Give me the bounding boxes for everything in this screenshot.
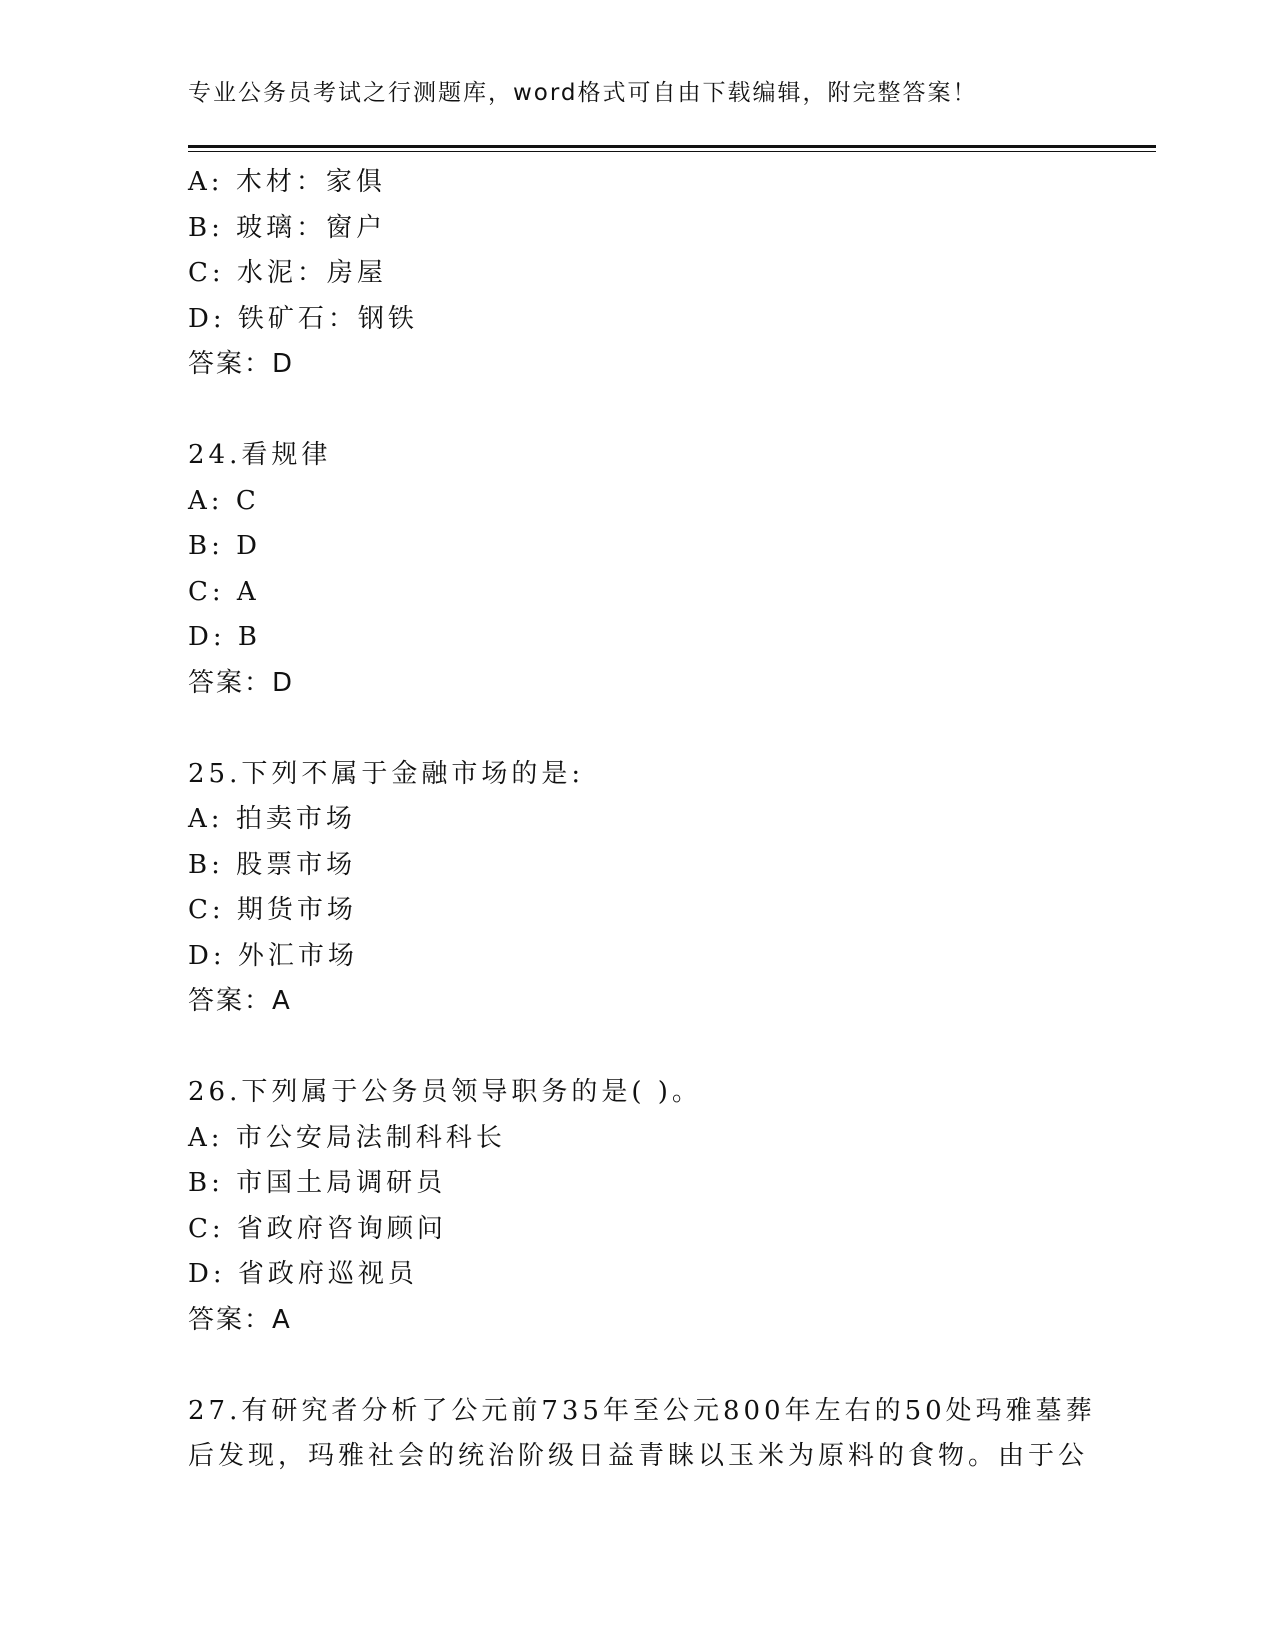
document-body [188, 160, 1096, 1480]
question-text: 25.下列不属于金融市场的是: [188, 758, 585, 789]
spacer [188, 1025, 1088, 1071]
option-b: B: D [188, 531, 261, 561]
option-d: D: 外汇市场 [188, 940, 358, 971]
option-d: D: 铁矿石：钢铁 [188, 303, 418, 334]
answer: 答案：D [188, 349, 295, 379]
option-c: C: 省政府咨询顾问 [188, 1213, 447, 1244]
option-b: B: 玻璃：窗户 [188, 212, 387, 243]
header-rule-thick [188, 145, 1156, 148]
header-rule-thin [188, 151, 1156, 152]
spacer [188, 1343, 1088, 1389]
option-d: D: 省政府巡视员 [188, 1259, 418, 1289]
option-c: C: 水泥：房屋 [188, 258, 387, 288]
page-header: 专业公务员考试之行测题库，word格式可自由下载编辑，附完整答案！ [188, 80, 978, 106]
question-text: 26.下列属于公务员领导职务的是( )。 [188, 1077, 702, 1107]
question-26 [188, 1070, 1088, 1343]
question-24 [188, 433, 1088, 706]
question-27 [188, 1389, 1096, 1480]
option-a: A: 木材：家俱 [188, 167, 386, 197]
answer: 答案：A [188, 1304, 292, 1335]
option-a: A: 拍卖市场 [188, 804, 356, 834]
question-23 [188, 160, 1088, 388]
answer: 答案：D [188, 667, 295, 698]
question-text: 24.看规律 [188, 440, 332, 470]
question-text-line: 27.有研究者分析了公元前735年至公元800年左右的50处玛雅墓葬 [188, 1395, 1096, 1426]
spacer [188, 388, 1088, 434]
option-c: C: A [188, 576, 260, 607]
answer: 答案：A [188, 986, 292, 1016]
question-text-line: 后发现，玛雅社会的统治阶级日益青睐以玉米为原料的食物。由于公 [188, 1441, 1089, 1471]
option-b: B: 股票市场 [188, 849, 357, 880]
option-c: C: 期货市场 [188, 895, 357, 925]
spacer [188, 706, 1088, 752]
option-a: A: 市公安局法制科科长 [188, 1122, 506, 1153]
option-d: D: B [188, 622, 261, 652]
option-a: A: C [188, 485, 260, 516]
question-25 [188, 752, 1088, 1025]
option-b: B: 市国土局调研员 [188, 1168, 447, 1198]
